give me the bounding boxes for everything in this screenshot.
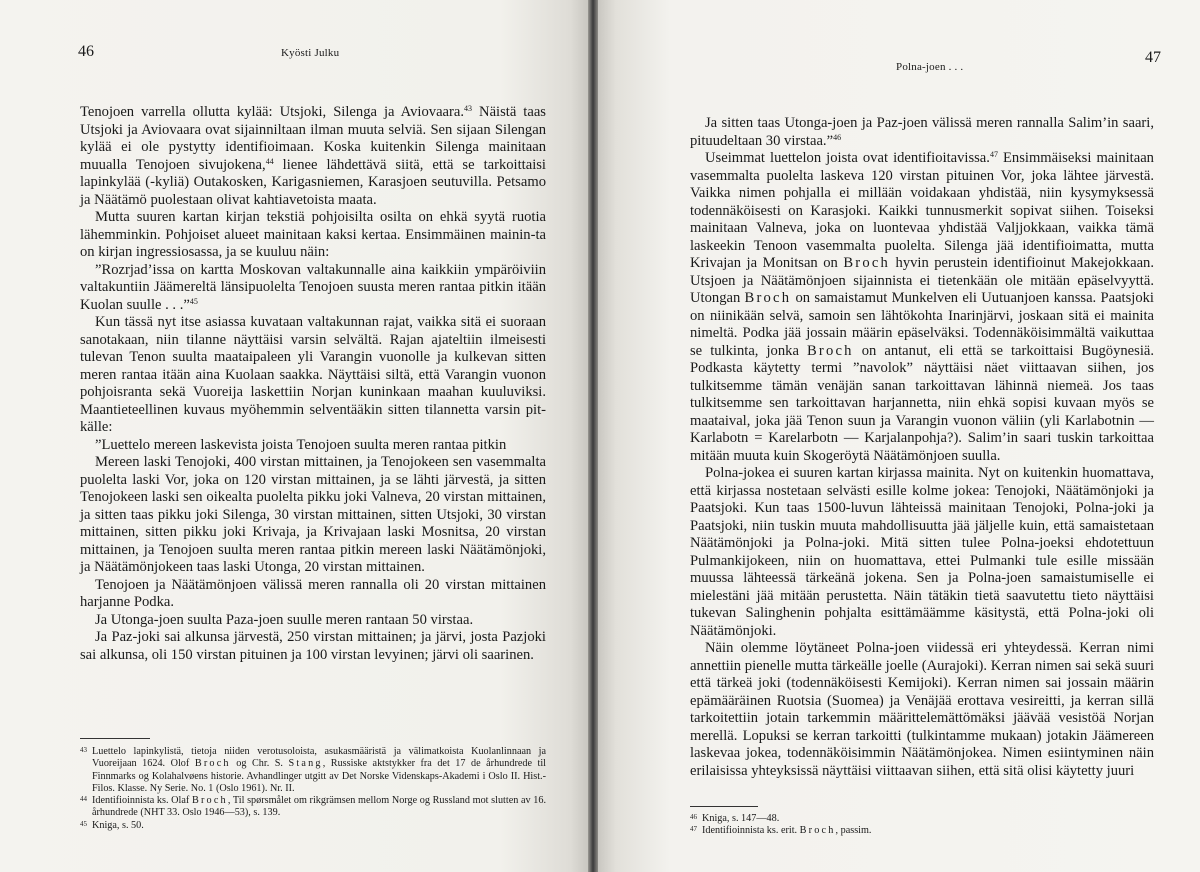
left-page (0, 0, 588, 872)
quote: Ja sitten taas Utonga-joen ja Paz-joen välissä meren rannalla Salim’in saari, pituudeltaan 30 virstaa.”$^{46}$ (690, 115, 1154, 149)
running-head: Kyösti Julku (281, 47, 340, 59)
footnotes (690, 813, 1154, 838)
paragraph: Mutta suuren kartan kirjan tekstiä pohjoisilta osilta on ehkä syytä ruotia lähemminkin. Pohjoiset alueet mainitaan kaksi kertaa. Ensimmäinen mainin-ta on kirjan ingressiosassa, ja se kuuluu näin: (80, 209, 546, 260)
footnote-ref: 45 (189, 296, 198, 306)
paragraph: Tenojoen varrella ollutta kylää: Utsjoki, Silenga ja Aviovaara.$^{43}$ Näistä taas Utsjoki ja Aviovaara ovat sijainniltaan ilman muuta selviä. Sen sijaan Silengan kylää ei ole pystytty identifioimaan. Koska kuitenkin Silenga mainitaan muualla Tenojoen sivujokena,$^{44}$ lienee lähdettävä siitä, että se tarkoittaisi lapinkylää (-kyliä) Outakosken, Karigasniemen, Karasjoen seutuvilla. Petsamo ja Näätämö puolestaan olivat kahtiavetoista maata. (80, 104, 546, 208)
footnote: 43 Luettelo lapinkylistä, tietoja niiden verotusoloista, asukasmääristä ja välimatkoista Kuolanlinnaan ja Vuoreijaan 1624. Olof Broch og Chr. S. Stang, Russiske aktstykker fra det 17 de århundrede til Finnmarks og Kolahalvøens historie. Avhandlinger utgitt av Det Norske Videnskaps-Akademi i Oslo II. Hist.-Filos. Klasse. Ny Serie. No. 1 (Oslo 1961). Nr. II. (80, 746, 546, 794)
paragraph: Näin olemme löytäneet Polna-joen viidessä eri yhteydessä. Kerran nimi annettiin pienelle mutta tärkeälle joelle (Aurajoki). Kerran nimen sai sekä suuri että tärkeä joki (todennäköisesti Kemijoki). Kerran nimen sai jossain määrin epämääräinen Ruotsia (Suomea) ja Venäjää erottava vesireitti, ja kerran sillä tarkoitettiin jotain tarkemmin määrittelemättömäksi jäävää vesistöä Norjan merellä. Lopuksi se kerran tarkoitti (tulkintamme mukaan) jotakin Jäämereen laskevaa jokea, todennäköisimmin Näätämönjokea. Nimen esiintyminen näin erilaisissa yhteyksissä näyttäisi viittaavan siihen, että sitä olisi käytetty juuri (690, 640, 1154, 779)
footnote-ref: 44 (265, 156, 274, 166)
paragraph: Useimmat luettelon joista ovat identifioitavissa.$^{47}$ Ensimmäiseksi mainitaan vasemmalta puolelta laskeva 120 virstan pituinen Vor, joka lähtee järvestä. Vaikka nimen pohjalla ei millään voidakaan yhdistää, niin kysymyksessä todennäköisesti on Karasjoki. Kaikki tunnusmerkit sopivat siihen. Toiseksi mainitaan Valneva, joka on luontevaa yhdistää Valjjokkaan, vaikka tämä laskeekin Tenoon vasemmalta puolelta. Silenga jää identifioimatta, mutta Krivajan ja Monitsan on Broch hyvin perustein identifioinut Makejokkaan. Utsjoen ja Näätämönjoen sijainnista ei tietenkään ole mitään epäselvyyttä. Utongan Broch on samaistamut Munkelven eli Uutuanjoen kanssa. Paatsjoki on niinikään selvä, samoin sen lähtökohta Inarinjärvi, joskaan sitä ei mainita nimeltä. Podka jää jossain määrin epäselväksi. Todennäköisimmältä vaikuttaa se tulkinta, jonka Broch on antanut, eli että se tarkoittaisi Bugöynesiä. Podkasta käytetty termi ”navolok” näyttäisi näet viittaavan siihen, jos tulkitsemme tämän venäjän sanan tarkoittavan lähinnä niemeä. Jos taas tulkitsemme sen tarkoittavan harjannetta, niin ehkä sopisi kuvaan myös se maataival, joka jää Tenon suun ja Varangin vuonon väliin (yli Karlabotnin — Karlabotn = Karelarbotn — Karjalanpohja?). Salim’in saari tuskin tarkoittaa mitään muuta kuin Skogeröytä Näätämönjoen suulla. (690, 150, 1155, 464)
footnote: 44 Identifioinnista ks. Olaf Broch, Til spørsmålet om rikgrämsen mellom Norge og Russland mot slutten av 16. århundrede (NHT 33. Oslo 1946—53), s. 139. (80, 795, 547, 819)
book-gutter (588, 0, 598, 872)
quote: Ja Utonga-joen suulta Paza-joen suulle meren rantaan 50 virstaa. (95, 611, 474, 628)
footnote-ref: 43 (464, 104, 473, 113)
footnote-ref: 46 (833, 132, 842, 142)
footnote-ref: 47 (989, 150, 998, 159)
footnote: 47 Identifioinnista ks. erit. Broch, passim. (690, 825, 872, 837)
page-number: 46 (78, 43, 94, 60)
paragraph: Polna-jokea ei suuren kartan kirjassa mainita. Nyt on kuitenkin huomattava, että kirjassa nostetaan selvästi esille kolme jokea: Tenojoki, Näätämönjoki ja Paatsjoki. Kun taas 1500-luvun lähteissä mainitaan Tenojoki, Polna-joki ja Paatsjoki, niin tuskin muuta mahdollisuutta jää jäljelle kuin, että samaistetaan Näätämönjoki ja Polna-joki. Mitä sitten tulee Polna-joeksi ehdotettuun Pulmankijokeen, niin on huomattava, ettei Pulmanki tule esille missään muussa lähteessä tärkeänä jokena. Sen ja Polna-joen samaistumiselle ei mielestäni jää mitään perustetta. Näin tätäkin tietä saavutettu tieto näyttäisi tukevan Salinghenin pohjalta esittämäämme käsitystä, että Polna-joki oli Näätämönjoki. (690, 465, 1154, 639)
quote: ”Rozrjad’issa on kartta Moskovan valtakunnalle aina kaikkiin ympäröiviin valtakuntiin Jäämereltä länsipuolelta Tenojoen suusta meren rantaa pitkin itään Kuolan suulle . . .”$^{45}$ (80, 261, 546, 313)
paragraph: Kun tässä nyt itse asiassa kuvataan valtakunnan rajat, vaikka sitä ei suoraan sanotakaan, niin tilanne näyttäisi varsin selvältä. Rajan ajateltiin ilmeisesti tulevan Tenon suulta maataipaleen yli Varangin vuonolle ja kulkevan sitten meren rantaa itään aina Kuolaan saakka. Näyttäisi siltä, että Varangin vuonon pohjoisranta sekä Vuoreija laskettiin Norjan kuninkaan maahan kuuluviksi. Maantieteellinen kuvaus myöhemmin selventääkin sitten tilannetta varsin pit-källe: (80, 314, 546, 435)
running-head: Polna-joen . . . (896, 61, 964, 73)
footnotes (80, 746, 546, 832)
footnote: 46 Kniga, s. 147—48. (690, 813, 780, 824)
body-text (80, 104, 546, 664)
right-page (598, 0, 1200, 872)
footnote-rule (690, 806, 758, 807)
quote: Tenojoen ja Näätämönjoen välissä meren rannalla oli 20 virstan mittainen harjanne Podka. (80, 576, 546, 610)
quote: Ja Paz-joki sai alkunsa järvestä, 250 virstan mittainen; ja järvi, josta Pazjoki sai alkunsa, oli 150 virstan pituinen ja 100 virstan levyinen; järvi oli saarinen. (80, 629, 546, 663)
page-number: 47 (1145, 49, 1161, 66)
body-text (690, 115, 1154, 780)
footnote-rule (80, 738, 150, 739)
footnote: 45 Kniga, s. 50. (80, 819, 144, 831)
quote: Mereen laski Tenojoki, 400 virstan mittainen, ja Tenojokeen sen vasemmalta puolelta laski Vor, joka on 120 virstan mittainen, ja se lähti järvestä, ja sitten Tenojokeen laski sen oikealta puolelta pikku joki Valneva, 20 virstan mittainen, ja sitten taas pikku joki Silenga, 30 virstan mittainen, sitten Utsjoki, 30 virstan mittainen, sitten pikku joki Krivaja, ja Krivajaan laski Mosnitsa, 20 virstan mittainen, ja Tenojoen suulta meren rantaa pitkin mereen laski Näätämönjoki, ja Näätämönjokeen taas laski Utonga, 20 virstan mittainen. (80, 454, 546, 575)
quote-heading: ”Luettelo mereen laskevista joista Tenojoen suulta meren rantaa pitkin (95, 436, 507, 453)
